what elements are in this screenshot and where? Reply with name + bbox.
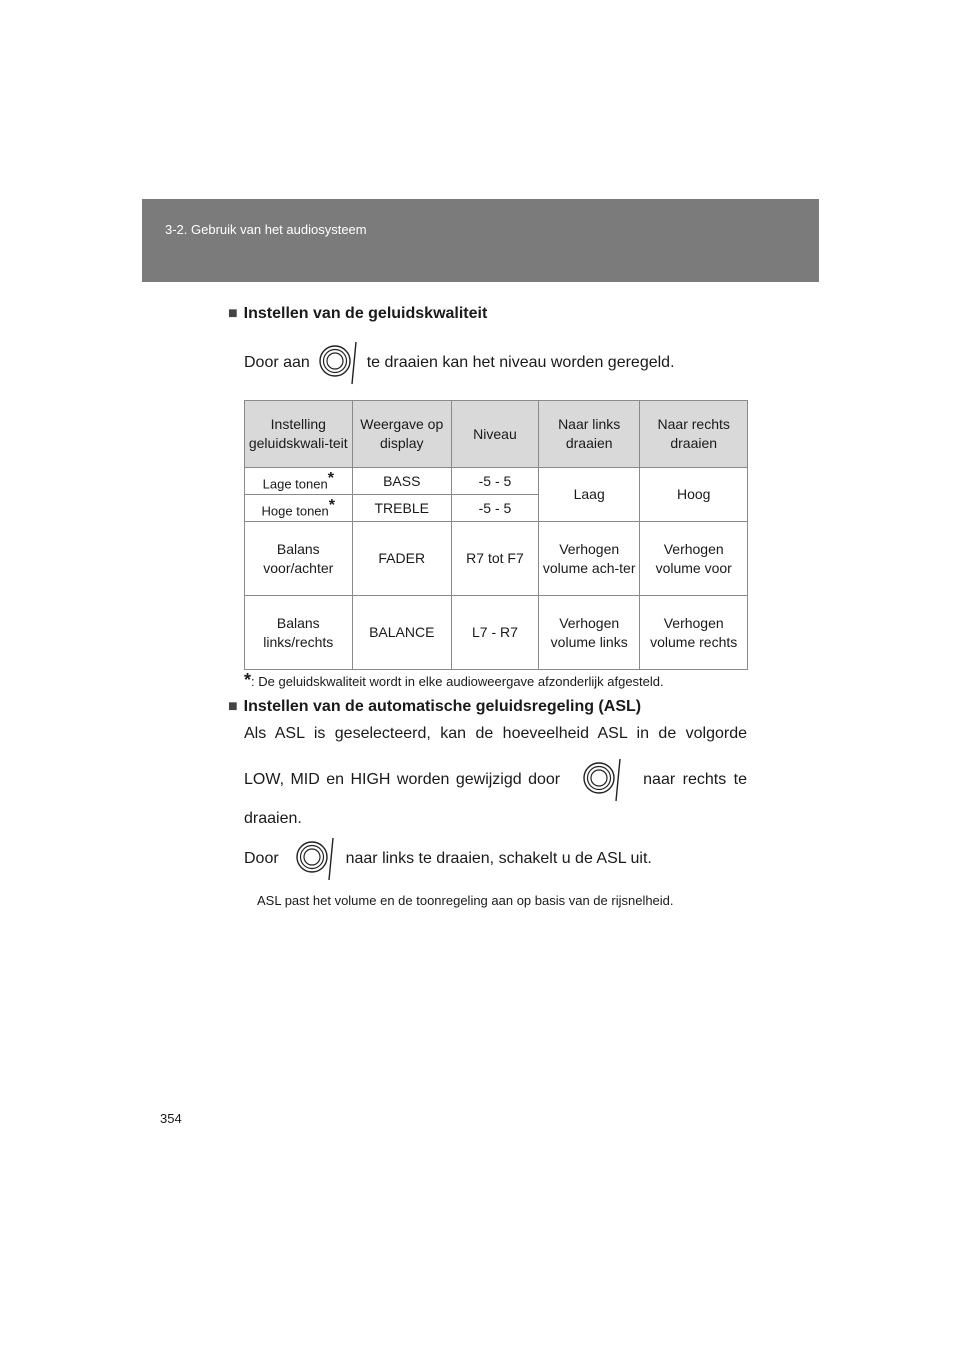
cell-display: FADER: [352, 522, 451, 596]
cell-setting: Balans voor/achter: [245, 522, 353, 596]
sound-settings-table: [244, 400, 748, 670]
table-row: [245, 522, 748, 596]
asl-line-2-before: LOW, MID en HIGH worden gewijzigd door: [244, 771, 561, 788]
cell-level: -5 - 5: [451, 468, 538, 495]
cell-level: -5 - 5: [451, 495, 538, 522]
asl-title: [228, 698, 641, 716]
cell-setting: Hoge tonen*: [245, 495, 353, 522]
instruction-text-before: Door aan: [244, 354, 310, 372]
table-footnote: [244, 670, 664, 691]
sound-quality-title: [228, 305, 487, 323]
sound-quality-instruction: [244, 340, 675, 386]
cell-display: BASS: [352, 468, 451, 495]
asl-title-text: Instellen van de automatische geluidsregeling (ASL): [243, 698, 642, 715]
page-number: 354: [160, 1111, 182, 1126]
cell-level: L7 - R7: [451, 596, 538, 670]
asl-off-after: naar links te draaien, schakelt u de ASL uit.: [345, 850, 652, 868]
header-setting: Instelling geluidskwali-teit: [245, 401, 353, 468]
header-display: Weergave op display: [352, 401, 451, 468]
cell-level: R7 tot F7: [451, 522, 538, 596]
cell-turn-left: Verhogen volume links: [538, 596, 639, 670]
header-turn-left: Naar links draaien: [538, 401, 639, 468]
cell-turn-right: Hoog: [640, 468, 748, 522]
cell-turn-left: Verhogen volume ach-ter: [538, 522, 639, 596]
asl-line-2: [244, 757, 747, 803]
asl-line-3: draaien.: [244, 810, 302, 827]
table-row: [245, 596, 748, 670]
asl-off-before: Door: [244, 850, 279, 868]
footnote-text: : De geluidskwaliteit wordt in elke audioweergave afzonderlijk afgesteld.: [251, 674, 664, 689]
tuning-knob-icon: [295, 836, 335, 882]
footnote-asterisk: *: [244, 670, 252, 690]
cell-display: BALANCE: [352, 596, 451, 670]
asl-line-2-after: naar rechts te: [643, 771, 747, 788]
asl-note: ASL past het volume en de toonregeling aan op basis van de rijsnelheid.: [257, 893, 674, 908]
cell-setting: Balans links/rechts: [245, 596, 353, 670]
table-header-row: [245, 401, 748, 468]
asl-off-instruction: [244, 836, 652, 882]
tuning-knob-icon: [582, 757, 622, 803]
header-turn-right: Naar rechts draaien: [640, 401, 748, 468]
bullet-icon: ■: [228, 698, 238, 715]
cell-display: TREBLE: [352, 495, 451, 522]
tuning-knob-icon: [318, 340, 358, 386]
cell-turn-left: Laag: [538, 468, 639, 522]
table-row: [245, 468, 748, 495]
header-level: Niveau: [451, 401, 538, 468]
sound-quality-title-text: Instellen van de geluidskwaliteit: [243, 305, 488, 322]
cell-setting: Lage tonen*: [245, 468, 353, 495]
cell-turn-right: Verhogen volume voor: [640, 522, 748, 596]
instruction-text-after: te draaien kan het niveau worden geregeld.: [366, 354, 675, 372]
bullet-icon: ■: [228, 305, 238, 322]
section-header-title: 3-2. Gebruik van het audiosysteem: [165, 222, 367, 237]
cell-turn-right: Verhogen volume rechts: [640, 596, 748, 670]
section-header: [142, 199, 819, 282]
asl-line-1: Als ASL is geselecteerd, kan de hoeveelheid ASL in de volgorde: [244, 725, 747, 742]
